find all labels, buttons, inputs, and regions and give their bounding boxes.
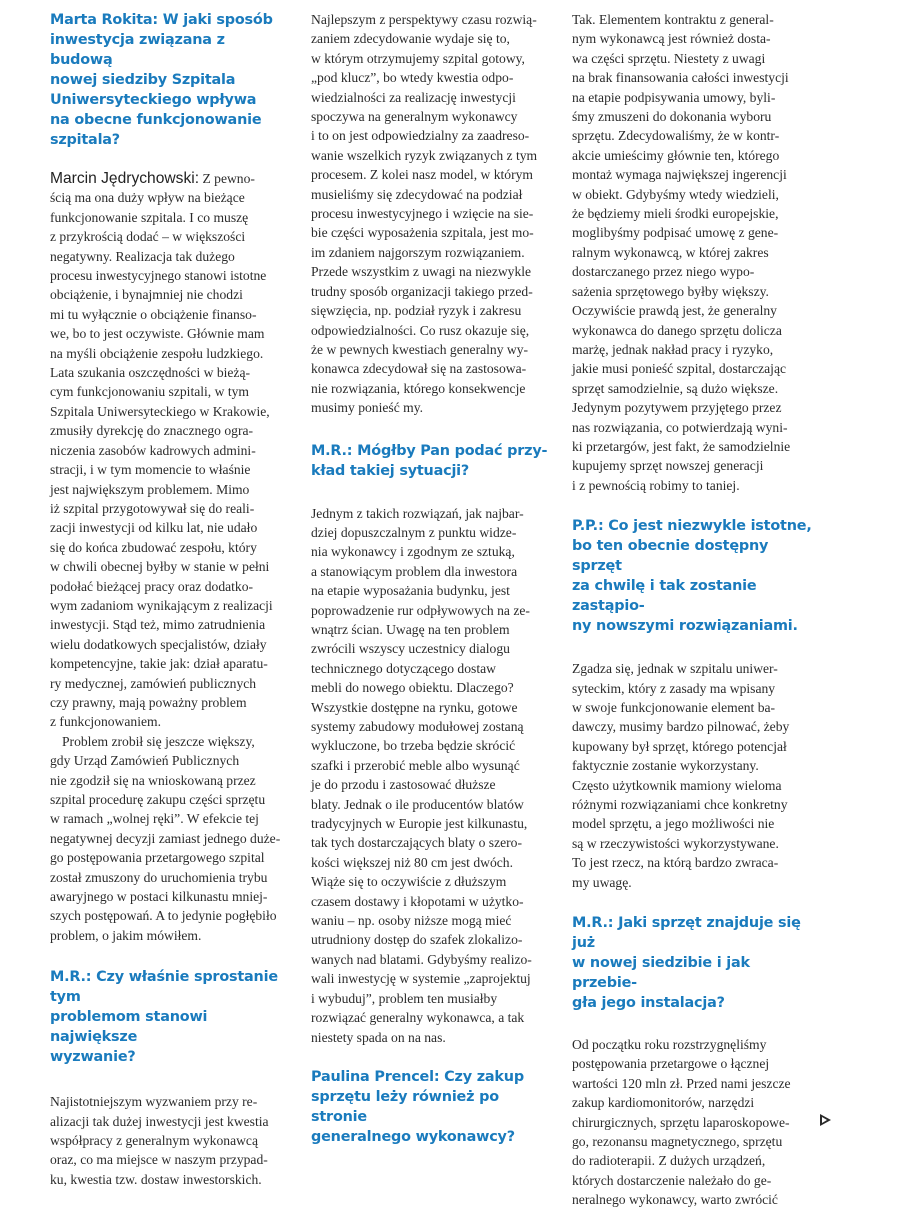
answer-paragraph: [50, 169, 292, 732]
body-paragraph: Problem zrobił się jeszcze większy, gdy Urząd Zamówień Publicznych nie zgodził się na wnioskowaną przez szpital procedurę zakupu części sprzętu w ramach „wolnej ręki”. W efekcie tej negatywnej decyzji zamiast jednego duże- go postępowania przetargowego szpital został zmuszony do uruchomienia trybu awaryjnego w postaci kilkunastu mniej- szych postępowań. A to jedynie pogłębiło problem, o jakim mówiłem.: [50, 733, 281, 943]
answer-text: Z pewno- ścią ma ona duży wpływ na bieżące funkcjonowanie szpitala. I co muszę z przykrością dodać – w większości negatywny. Realizacja tak dużego procesu inwestycyjnego stanowi istotne obciążenie, i bynajmniej nie chodzi mi tu wyłącznie o obciążenie finanso- we, bo to jest oczywiste. Głównie mam na myśli obciążenie zespołu ludzkiego. Lata szukania oszczędności w bieżą- cym funkcjonowaniu szpitali, w tym Szpitala Uniwersyteckiego w Krakowie, zmusiły dyrekcję do znacznego ogra- niczenia zasobów kadrowych admini- stracji, i w tym momencie to właśnie jest największym problemem. Mimo iż szpital przygotowywał się do reali- zacji inwestycji od kilku lat, nie udało się do końca zbudować zespołu, który w chwili obecnej byłby w stanie w pełni podołać bieżącej pracy oraz dodatko- wym zadaniom wynikającym z realizacji inwestycji. Stąd też, mimo zatrudnienia wielu dodatkowych specjalistów, działy kompetencyjne, takie jak: dział aparatu- ry medycznej, zamówień publicznych czy prawny, mają poważny problem z funkcjonowaniem.: [50, 171, 273, 730]
column-right: [572, 10, 812, 1210]
question-heading: Marta Rokita: W jaki sposób inwestycja związana z budową nowej siedziby Szpitala Uniwersyteckiego wpływa na obecne funkcjonowanie szpitala?: [50, 12, 273, 148]
next-page-arrow-icon[interactable]: [820, 1114, 831, 1126]
question-heading: M.R.: Jaki sprzęt znajduje się już w nowej siedzibie i jak przebie- gła jego instalacja?: [572, 915, 801, 1012]
body-paragraph: Jednym z takich rozwiązań, jak najbar- dziej dopuszczalnym z punktu widze- nia wykonawcy i zgodnym ze sztuką, a stanowiącym problem dla inwestora na etapie wyposażania budynku, jest poprowadzenie rur odpływowych na ze- wnątrz ścian. Uwagę na ten problem zwrócili wszyscy uczestnicy dialogu technicznego dotyczącego dostaw mebli do nowego obiektu. Dlaczego? Wszystkie dostępne na rynku, gotowe systemy zabudowy modułowej zostaną wykluczone, bo trzeba będzie skrócić szafki i przerobić meble albo wysunąć je do przodu i zastosować dłuższe blaty. Jednak o ile producentów blatów tradycyjnych w Europie jest kilkunastu, tak tych dostarczających blaty o szero- kości większej niż 80 cm jest dwóch. Wiąże się to oczywiście z dłuższym czasem dostawy i kłopotami w użytko- waniu – np. osoby niższe mogą mieć utrudniony dostęp do szafek zlokalizo- wanych nad blatami. Gdybyśmy realizo- wali inwestycję w systemie „zaprojektuj i wybuduj”, problem ten musiałby rozwiązać generalny wykonawca, a tak niestety spada on na nas.: [311, 505, 532, 1045]
body-paragraph: Tak. Elementem kontraktu z general- nym wykonawcą jest również dosta- wa części sprzętu. Niestety z uwagi na brak finansowania całości inwestycji na etapie podpisywania umowy, byli- śmy zmuszeni do dokonania wyboru sprzętu. Zdecydowaliśmy, że w kontr- akcie umieścimy głównie ten, którego montaż wymaga największej ingerencji w obiekt. Gdybyśmy wtedy wiedzieli, że będziemy mieli środki europejskie, moglibyśmy podpisać umowę z gene- ralnym wykonawcą, w której zakres dostarczanego przez niego wypo- sażenia sprzętowego byłby większy. Oczywiście prawdą jest, że generalny wykonawca do danego sprzętu dolicza marżę, jednak nakład pracy i ryzyko, jakie musi ponieść szpital, dostarczając sprzęt samodzielnie, są dużo większe. Jedynym pozytywem przyjętego przez nas rozwiązania, co potwierdzają wyni- ki przetargów, jest fakt, że samodzielnie kupujemy sprzęt nowszej generacji i z pewnością robimy to taniej.: [572, 12, 791, 493]
question-heading: M.R.: Czy właśnie sprostanie tym problemom stanowi największe wyzwanie?: [50, 969, 278, 1066]
column-left: [50, 10, 292, 1189]
question-heading: Paulina Prencel: Czy zakup sprzętu leży również po stronie generalnego wykonawcy?: [311, 1068, 524, 1145]
body-paragraph: Najistotniejszym wyzwaniem przy re- alizacji tak dużej inwestycji jest kwestia współpracy z generalnym wykonawcą oraz, co ma miejsce w naszym przypad- ku, kwestia tzw. dostaw inwestorskich.: [50, 1094, 269, 1187]
question-heading: P.P.: Co jest niezwykle istotne, bo ten obecnie dostępny sprzęt za chwilę i tak zostanie zastąpio- ny nowszymi rozwiązaniami.: [572, 518, 812, 635]
body-paragraph: Zgadza się, jednak w szpitalu uniwer- syteckim, który z zasady ma wpisany w swoje funkcjonowanie element ba- dawczy, musimy bardzo pilnować, żeby kupowany był sprzęt, którego potencjał faktycznie zostanie wykorzystany. Często użytkownik mamiony wieloma różnymi rozwiązaniami chce konkretny model sprzętu, a jego możliwości nie są w rzeczywistości wykorzystywane. To jest rzecz, na którą bardzo zwraca- my uwagę.: [572, 661, 790, 890]
column-middle: [311, 10, 553, 1147]
speaker-name: Marcin Jędrychowski:: [50, 170, 200, 187]
body-paragraph: Od początku roku rozstrzygnęliśmy postępowania przetargowe o łącznej wartości 120 mln zł. Przed nami jeszcze zakup kardiomonitorów, narzędzi chirurgicznych, sprzętu laparoskopowe- go, rezonansu magnetycznego, sprzętu do radioterapii. Z dużych urządzeń, których dostarczenie należało do ge- neralnego wykonawcy, warto zwrócić: [572, 1037, 791, 1208]
body-paragraph: Najlepszym z perspektywy czasu rozwią- zaniem zdecydowanie wydaje się to, w którym otrzymujemy szpital gotowy, „pod klucz”, bo wtedy kwestia odpo- wiedzialności za realizację inwestycji spoczywa na generalnym wykonawcy i to on jest odpowiedzialny za zaadreso- wanie wszelkich ryzyk związanych z tym procesem. Z kolei nasz model, w którym musieliśmy się zdecydować na podział procesu inwestycyjnego i wzięcie na sie- bie części wyposażenia szpitala, jest mo- im zdaniem najgorszym rozwiązaniem. Przede wszystkim z uwagi na niezwykle trudny sposób organizacji takiego przed- sięwzięcia, np. podział ryzyk i zakresu odpowiedzialności. Co rusz okazuje się, że w pewnych kwestiach generalny wy- konawca zdecydował się na zastosowa- nie rozwiązania, którego konsekwencje musimy ponieść my.: [311, 12, 538, 416]
question-heading: M.R.: Mógłby Pan podać przy- kład takiej sytuacji?: [311, 442, 548, 479]
